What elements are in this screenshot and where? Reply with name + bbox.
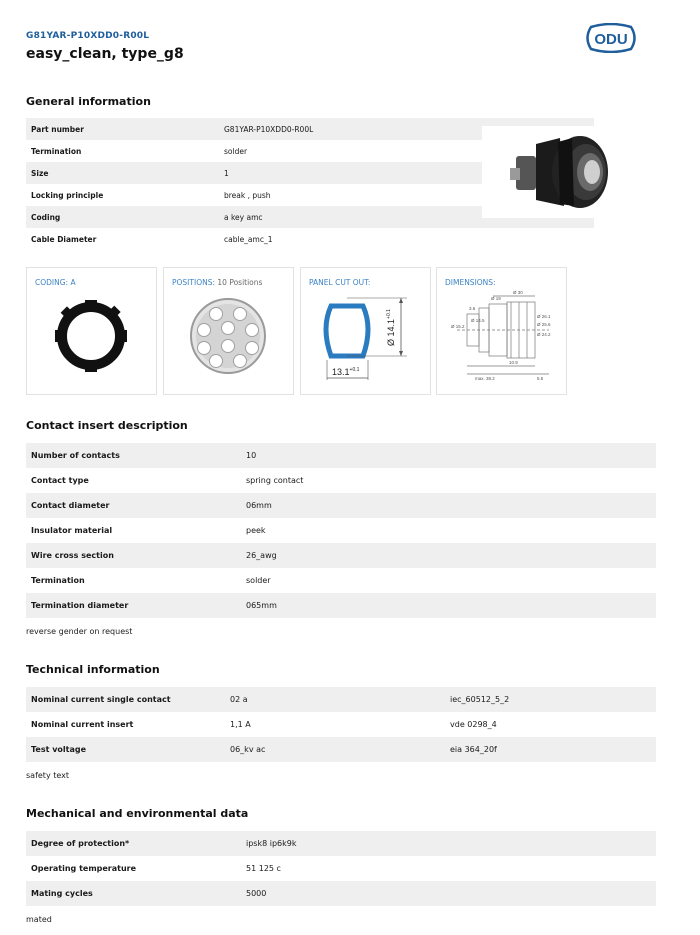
table-row <box>26 881 656 906</box>
dim-label: Ø 25.6 <box>537 322 551 327</box>
table-row <box>26 712 656 737</box>
dim-label: Ø 14.5 <box>471 318 485 323</box>
contact-insert-table <box>26 443 656 618</box>
product-photo <box>482 126 627 218</box>
technical-info-table <box>26 687 656 762</box>
dim-vertical: Ø 14.1 <box>386 318 396 346</box>
row-label: Coding <box>26 206 219 228</box>
svg-text:13.1+0.1 <box>332 367 360 377</box>
row-label: Contact type <box>31 476 89 485</box>
row-value: 5000 <box>241 881 656 906</box>
dim-label: Ø 15.2 <box>451 324 465 329</box>
row-value: spring contact <box>246 476 304 485</box>
coding-ring-icon <box>27 268 158 396</box>
product-name: easy_clean, type_g8 <box>26 46 184 62</box>
table-row <box>26 543 656 568</box>
row-label: Degree of protection* <box>26 831 241 856</box>
row-value: a key amc <box>219 206 594 228</box>
mechanical-data-title: Mechanical and environmental data <box>26 807 249 820</box>
dimensions-label: DIMENSIONS: <box>445 278 496 287</box>
row-label: Nominal current single contact <box>26 687 225 712</box>
dimensions-panel <box>436 267 567 395</box>
table-row <box>26 468 656 493</box>
general-info-title: General information <box>26 95 151 108</box>
row-standard: vde 0298_4 <box>450 720 497 729</box>
row-standard: iec_60512_5_2 <box>445 687 656 712</box>
row-value: 1,1 A <box>230 720 251 729</box>
contact-note: reverse gender on request <box>26 627 133 636</box>
row-label: Insulator material <box>31 526 113 535</box>
row-standard: eia 364_20f <box>445 737 656 762</box>
row-label: Wire cross section <box>26 543 241 568</box>
table-row <box>26 443 656 468</box>
row-label: Mating cycles <box>26 881 241 906</box>
dim-label: Ø 26.1 <box>537 314 551 319</box>
row-value: solder <box>224 146 248 156</box>
dim-label: Ø 19 <box>491 296 501 301</box>
svg-text:Ø 14.1+0.1 <box>386 309 396 346</box>
technical-note: safety text <box>26 771 70 780</box>
dim-label: Ø 24.2 <box>537 332 551 337</box>
row-value: 26_awg <box>241 543 656 568</box>
dim-horizontal: 13.1 <box>332 367 350 377</box>
coding-panel <box>26 267 157 395</box>
mechanical-data-table <box>26 831 656 906</box>
row-value: cable_amc_1 <box>224 234 273 244</box>
table-row <box>26 593 656 618</box>
table-row <box>26 493 656 518</box>
row-label: Nominal current insert <box>31 720 134 729</box>
dim-horizontal-tol: +0.1 <box>349 367 360 373</box>
row-label: Test voltage <box>26 737 225 762</box>
row-value: G81YAR-P10XDD0-R00L <box>219 118 594 140</box>
odu-logo <box>583 23 639 53</box>
dim-label: 10.9 <box>509 360 518 365</box>
row-value: 1 <box>219 162 594 184</box>
table-row <box>26 831 656 856</box>
dim-label: max. 38.2 <box>475 376 495 381</box>
row-value: 06mm <box>241 493 656 518</box>
row-label: Locking principle <box>31 190 104 200</box>
row-label: Termination <box>31 576 85 585</box>
contact-layout-icon <box>164 268 295 396</box>
dim-label: Ø 30 <box>513 290 523 295</box>
row-value: 065mm <box>241 593 656 618</box>
row-value: 10 <box>241 443 656 468</box>
dim-label: 5.5 <box>537 376 544 381</box>
positions-label: POSITIONS: <box>172 278 215 287</box>
logo-text: ODU <box>594 31 628 48</box>
row-value: ipsk8 ip6k9k <box>241 831 656 856</box>
row-label: Contact diameter <box>26 493 241 518</box>
mechanical-note: mated <box>26 915 52 924</box>
row-label: Termination diameter <box>26 593 241 618</box>
row-value: break , push <box>224 190 271 200</box>
row-label: Operating temperature <box>31 864 137 873</box>
row-label: Number of contacts <box>26 443 241 468</box>
table-row <box>26 518 656 543</box>
dim-vertical-tol: +0.1 <box>386 309 392 319</box>
row-value: 02 a <box>225 687 445 712</box>
coding-label: CODING: A <box>35 278 76 287</box>
row-label: Cable Diameter <box>31 234 97 244</box>
row-label: Part number <box>26 118 219 140</box>
table-row <box>26 856 656 881</box>
row-value: peek <box>246 526 266 535</box>
contact-insert-title: Contact insert description <box>26 419 188 432</box>
row-value: solder <box>246 576 271 585</box>
positions-value: 10 Positions <box>217 278 263 287</box>
row-value: 06_kv ac <box>225 737 445 762</box>
table-row <box>26 737 656 762</box>
positions-panel <box>163 267 294 395</box>
technical-info-title: Technical information <box>26 663 160 676</box>
dim-label: 3.6 <box>469 306 476 311</box>
panel-cut-out-label: PANEL CUT OUT: <box>309 278 371 287</box>
panel-cut-out-panel <box>300 267 431 395</box>
row-label: Size <box>26 162 219 184</box>
panel-cut-out-drawing <box>301 268 432 396</box>
table-row <box>26 568 656 593</box>
row-label: Termination <box>31 146 82 156</box>
table-row <box>26 687 656 712</box>
part-code: G81YAR-P10XDD0-R00L <box>26 31 150 41</box>
row-value: 51 125 c <box>246 864 281 873</box>
table-row <box>26 228 594 250</box>
dimensions-drawing <box>437 268 568 396</box>
